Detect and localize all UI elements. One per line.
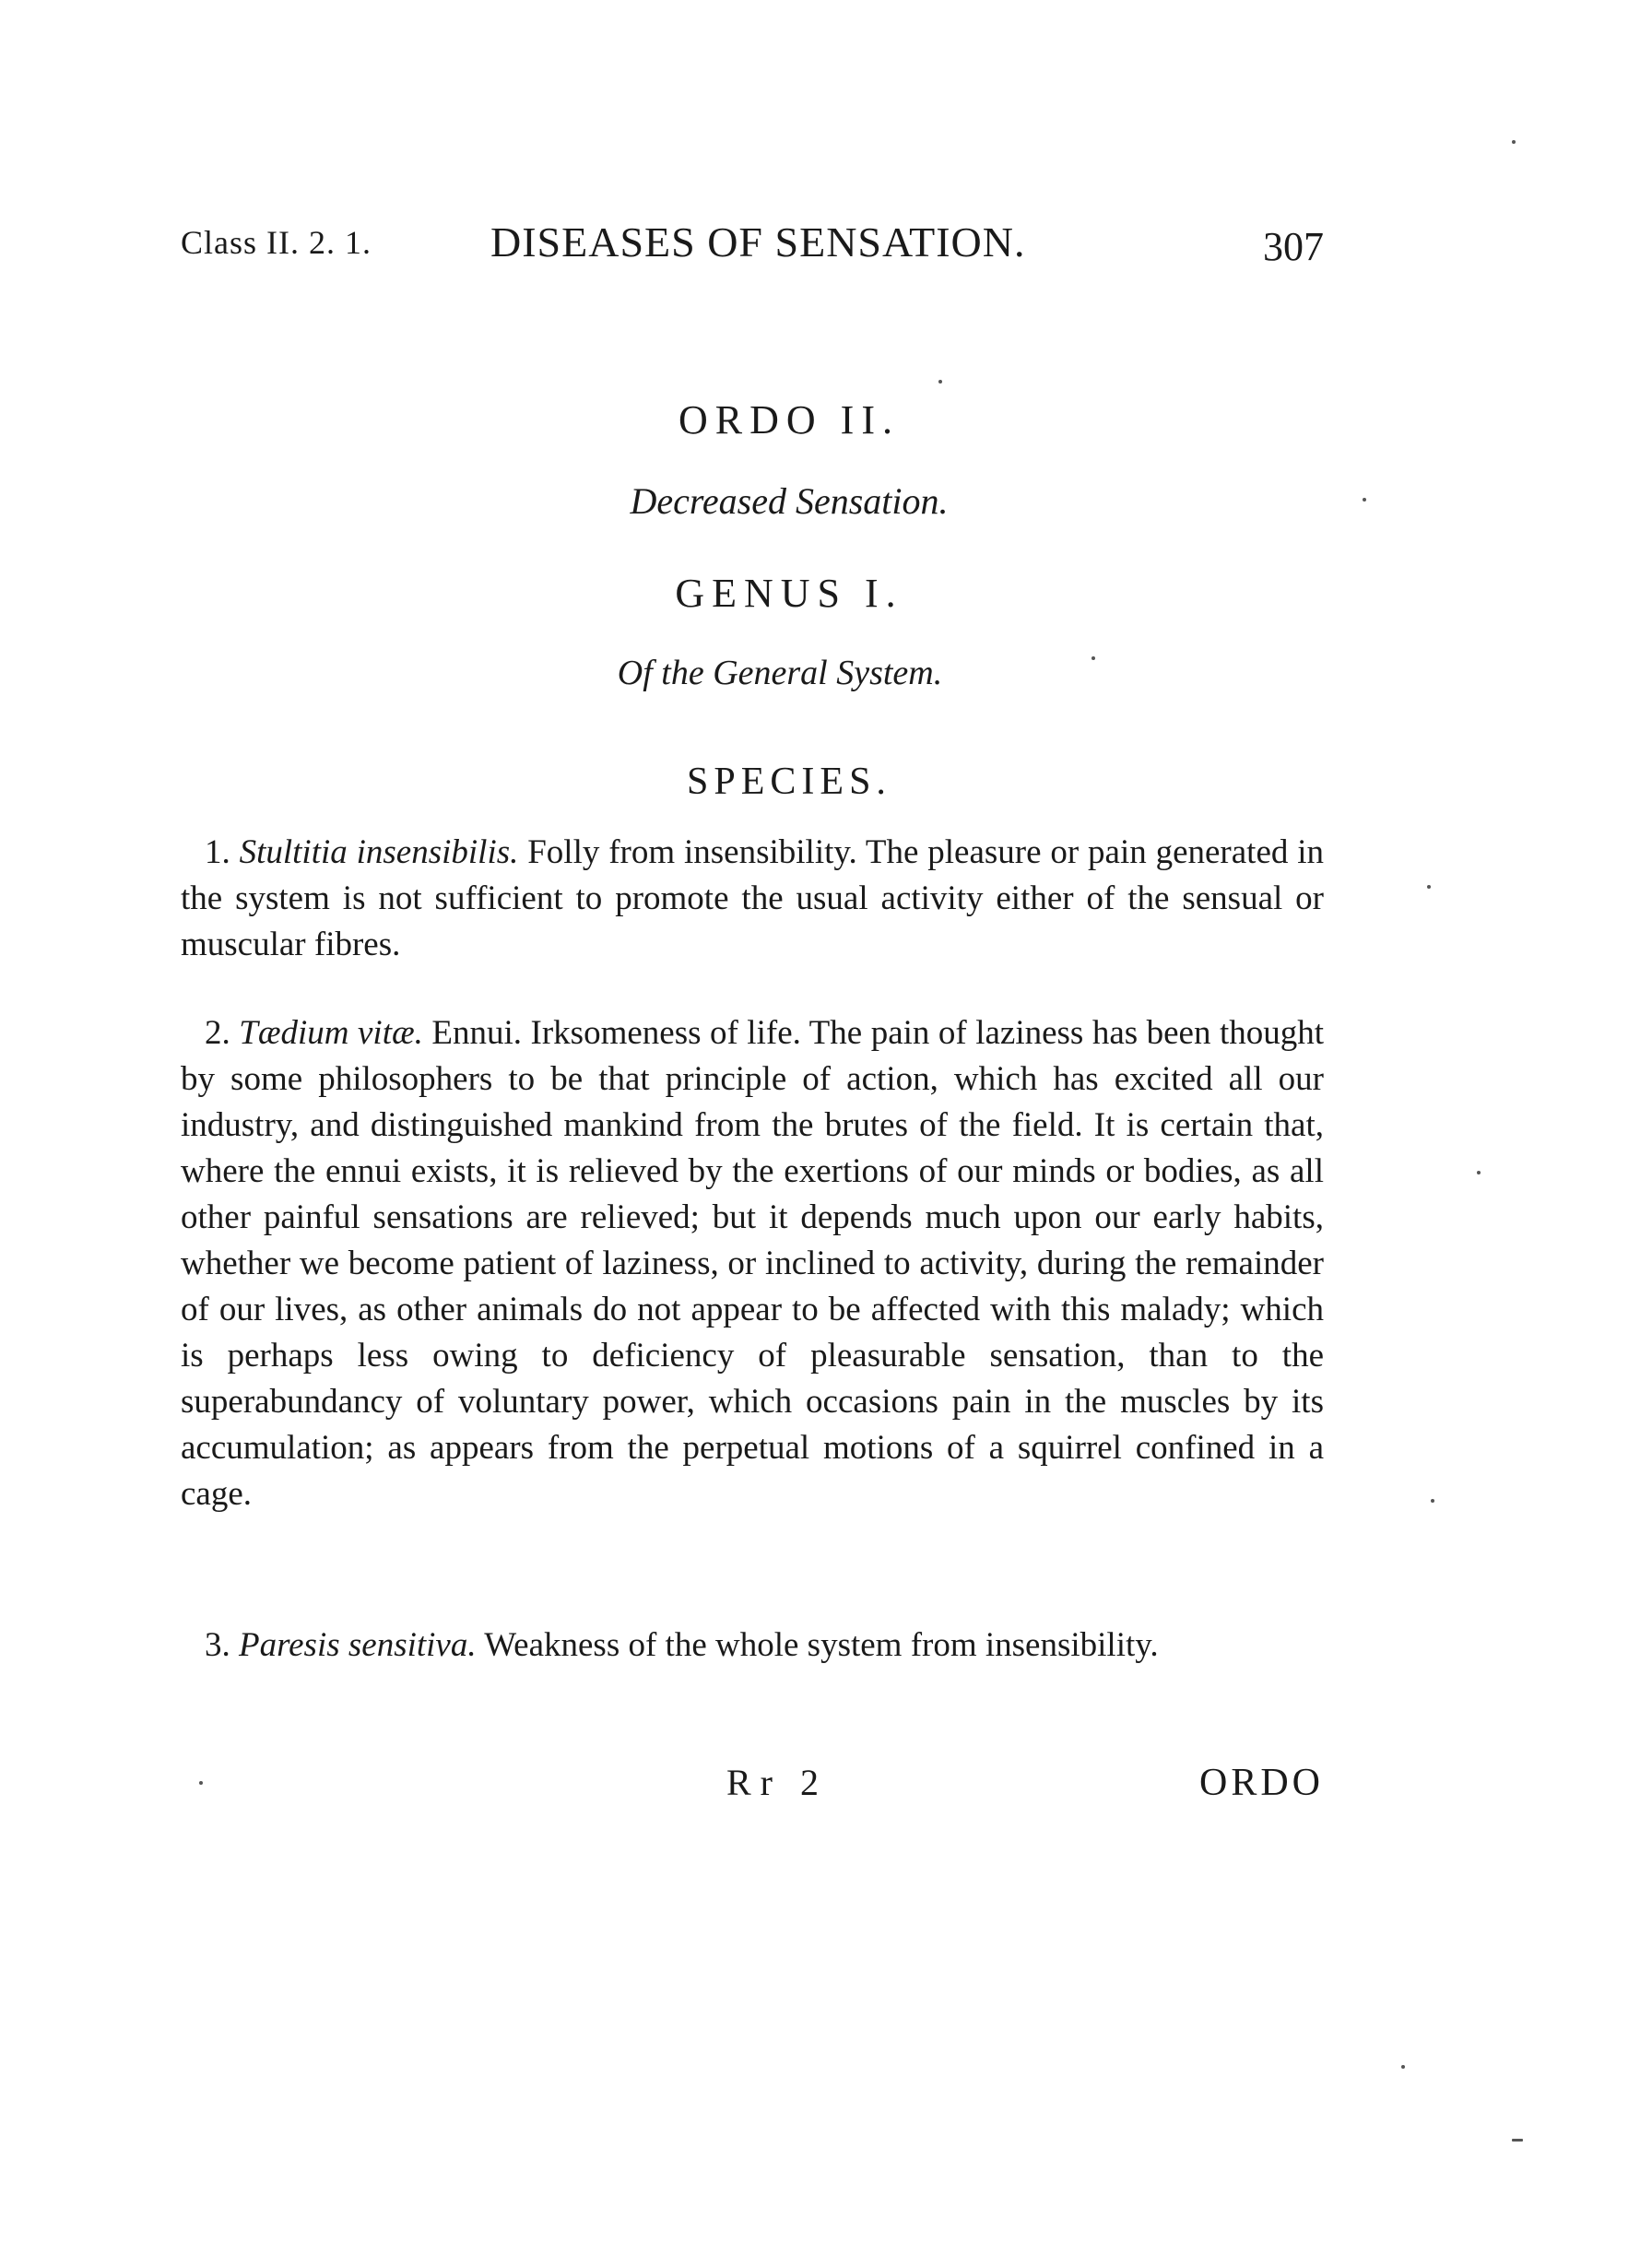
scan-speck [1401,2065,1405,2069]
scan-speck [199,1781,203,1785]
species-number: 3. [205,1626,230,1664]
class-label [181,223,372,262]
genus-subtitle: Of the General System. [617,654,943,692]
signature-mark: Rr 2 [726,1762,828,1803]
species-description: Weakness of the whole system from insensibility. [484,1626,1159,1664]
species-item-3 [181,1622,1324,1669]
species-heading: SPECIES. [687,761,891,803]
scan-speck [1512,2139,1523,2142]
class-number: 2. 1. [309,224,372,261]
species-item-1 [181,830,1324,968]
species-name: Paresis sensitiva. [239,1626,477,1664]
scan-speck [1431,1499,1434,1503]
species-description: Folly from insensibility. The pleasure or pain generated in the system is not sufficient to promote the usual activity either of the sensual or muscular fibres. [181,833,1324,963]
scan-speck [1477,1171,1481,1174]
scan-speck [938,380,942,384]
class-label-text: Class II. [181,224,300,261]
species-name: Tædium vitæ. [239,1014,423,1052]
catchword: ORDO [1198,1762,1324,1804]
species-item-2 [181,1010,1324,1517]
scan-speck [1363,498,1366,502]
running-head [181,218,1324,273]
ordo-heading: ORDO II. [678,397,900,442]
page-number: 307 [1263,224,1324,269]
scan-speck [1512,140,1516,144]
ordo-subtitle: Decreased Sensation. [630,480,949,522]
species-number: 2. [205,1014,230,1052]
scan-speck [1092,656,1095,660]
species-name: Stultitia insensibilis. [239,833,519,871]
genus-heading: GENUS I. [675,571,903,616]
scan-speck [1427,885,1431,889]
species-number: 1. [205,833,230,871]
species-description: Ennui. Irksomeness of life. The pain of laziness has been thought by some philosophers to be that principle of action, which has excited all our industry, and distinguished mankind from the brutes of the field. It is certain that, where the ennui exists, it is relieved by the exertions of our minds or bodies, as all other painful sensations are relieved; but it depends much upon our early habits, whether we become patient of laziness, or inclined to activity, during the remainder of our lives, as other animals do not appear to be affected with this malady; which is perhaps less owing to deficiency of pleasurable sensation, than to the superabundancy of voluntary power, which occasions pain in the muscles by its accumulation; as appears from the perpetual motions of a squirrel confined in a cage. [181,1014,1325,1513]
running-title: DISEASES OF SENSATION. [490,218,1026,266]
